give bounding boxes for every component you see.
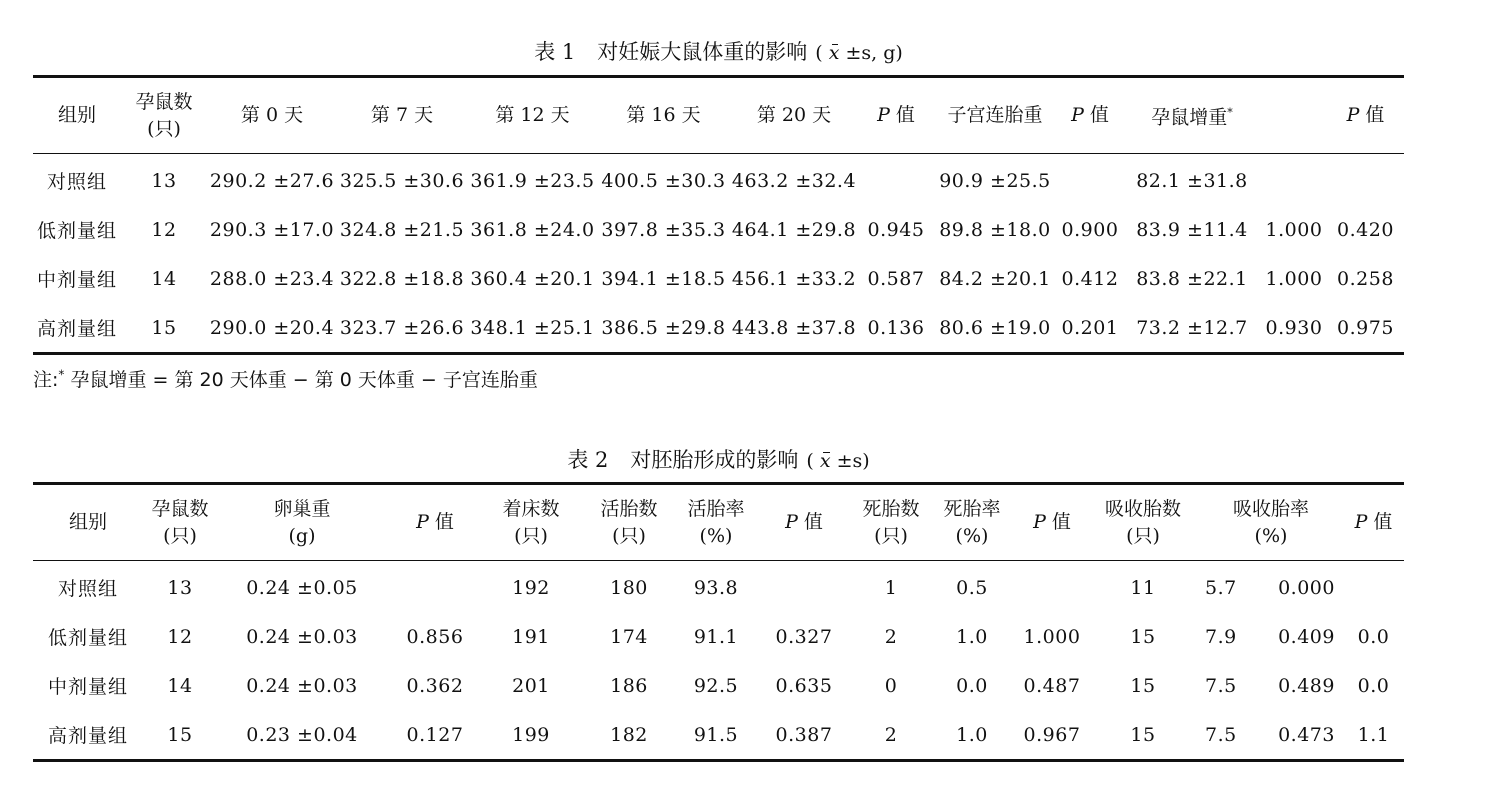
table-cell: 92.5 (693, 674, 739, 697)
table-cell: 0.24 ±0.03 (246, 625, 358, 648)
header-p-value: P 值 (1346, 104, 1385, 126)
table-cell: 443.8 ±37.8 (731, 316, 857, 339)
table-cell: 15 (1130, 674, 1156, 697)
table-cell (753, 561, 855, 613)
table-cell: 80.6 ±19.0 (939, 316, 1051, 339)
table2-caption-text: 对胚胎形成的影响 (630, 448, 799, 472)
table-cell: 0.5 (956, 576, 988, 599)
table-cell: 186 (610, 674, 648, 697)
header-count: 孕鼠数 (只) (135, 90, 193, 140)
group-cell: 对照组 (57, 578, 118, 600)
table-cell: 0.24 ±0.05 (246, 576, 358, 599)
table-cell: 290.2 ±27.6 (209, 169, 335, 192)
table-cell: 12 (151, 218, 177, 241)
table-cell: 323.7 ±26.6 (339, 316, 465, 339)
table2-caption-number: 表 2 (567, 448, 609, 472)
table-cell: 290.0 ±20.4 (209, 316, 335, 339)
table-cell: 325.5 ±30.6 (339, 169, 465, 192)
table-cell: 1.1 (1357, 723, 1390, 746)
table-cell: 0.930 (1265, 316, 1323, 339)
table-cell: 397.8 ±35.3 (601, 218, 726, 241)
table-cell: 7.5 0.473 (1205, 723, 1335, 746)
table-cell: 0.945 (867, 218, 925, 241)
table-cell: 0.136 (867, 316, 925, 339)
group-cell: 低剂量组 (47, 627, 128, 649)
header-day12: 第 12 天 (495, 104, 570, 126)
table-cell: 201 (512, 674, 550, 697)
header-resorbed-fetus: 吸收胎数 (只) (1104, 497, 1181, 547)
table-cell: 13 (167, 576, 193, 599)
table-cell: 0.0 (1357, 674, 1390, 697)
header-live-fetus: 活胎数 (只) (600, 497, 658, 547)
table-cell: 0 (884, 674, 898, 697)
table-cell: 0.327 (775, 625, 833, 648)
table-cell: 0.635 (775, 674, 833, 697)
table-cell: 0.0 (956, 674, 988, 697)
table2 (33, 482, 1404, 762)
table-cell: 14 (167, 674, 193, 697)
group-cell: 高剂量组 (47, 725, 128, 747)
table-cell: 5.7 0.000 (1205, 576, 1335, 599)
table-cell: 1.0 (956, 625, 988, 648)
table1-caption-stat: ( x ±s, g) (815, 42, 903, 64)
header-dead-rate: 死胎率 (%) (943, 497, 1001, 547)
table-row (33, 561, 1404, 613)
table-cell: 2 (884, 625, 898, 648)
header-blank (1261, 77, 1327, 154)
table-cell: 90.9 ±25.5 (939, 169, 1051, 192)
table-cell: 0.127 (406, 723, 464, 746)
table-cell: 290.3 ±17.0 (209, 218, 335, 241)
table-cell: 463.2 ±32.4 (731, 169, 857, 192)
table-cell: 7.9 0.409 (1205, 625, 1335, 648)
table-cell: 191 (512, 625, 550, 648)
group-cell: 高剂量组 (36, 318, 117, 340)
table-cell: 83.9 ±11.4 (1136, 218, 1248, 241)
table1-caption-text: 对妊娠大鼠体重的影响 (597, 40, 808, 64)
table-cell: 14 (151, 267, 177, 290)
table-row (33, 661, 1404, 710)
table2-caption-stat: ( x ±s) (806, 450, 870, 472)
table-cell: 84.2 ±20.1 (939, 267, 1051, 290)
table-cell: 11 (1130, 576, 1156, 599)
table-cell: 180 (610, 576, 648, 599)
table-cell: 361.8 ±24.0 (470, 218, 595, 241)
header-p-value: P 值 (1071, 104, 1109, 126)
header-weight-gain: 孕鼠增重* (1151, 106, 1233, 129)
group-cell: 中剂量组 (36, 269, 117, 291)
header-p-value: P 值 (785, 511, 823, 533)
table-cell (1327, 154, 1404, 206)
table1-caption-number: 表 1 (534, 40, 576, 64)
table-cell: 386.5 ±29.8 (601, 316, 726, 339)
table-cell (1343, 561, 1404, 613)
table-cell: 73.2 ±12.7 (1136, 316, 1248, 339)
header-group: 组别 (68, 511, 107, 533)
table-cell: 83.8 ±22.1 (1136, 267, 1248, 290)
table-cell: 394.1 ±18.5 (601, 267, 726, 290)
group-cell: 对照组 (46, 171, 107, 193)
header-day0: 第 0 天 (240, 104, 304, 126)
header-implantation: 着床数 (只) (502, 497, 560, 547)
table-cell: 0.975 (1337, 316, 1394, 339)
header-resorbed-rate: 吸收胎率 (%) (1232, 497, 1309, 547)
table-cell: 0.487 (1023, 674, 1081, 697)
table-cell: 0.24 ±0.03 (246, 674, 358, 697)
table-row (33, 303, 1404, 354)
table-cell: 0.387 (775, 723, 833, 746)
table-cell: 0.0 (1357, 625, 1390, 648)
table-cell: 464.1 ±29.8 (731, 218, 857, 241)
table-row (33, 254, 1404, 303)
table-cell: 0.420 (1337, 218, 1394, 241)
header-day7: 第 7 天 (370, 104, 434, 126)
table2-header-row (33, 484, 1404, 561)
table-cell: 0.258 (1337, 267, 1394, 290)
table-cell: 1.000 (1265, 218, 1323, 241)
table-cell: 13 (151, 169, 177, 192)
table1-footnote: 注:* 孕鼠增重 = 第 20 天体重 − 第 0 天体重 − 子宫连胎重 (33, 367, 538, 391)
table-cell: 7.5 0.489 (1205, 674, 1335, 697)
table-cell: 288.0 ±23.4 (209, 267, 335, 290)
group-cell: 低剂量组 (36, 220, 117, 242)
table-cell: 1 (884, 576, 898, 599)
table-row (33, 612, 1404, 661)
table-row (33, 154, 1404, 206)
table-row (33, 205, 1404, 254)
table2-caption (0, 444, 1437, 474)
header-day20: 第 20 天 (756, 104, 832, 126)
table-row (33, 710, 1404, 761)
table-cell: 0.23 ±0.04 (246, 723, 358, 746)
table-cell: 0.856 (406, 625, 464, 648)
table-cell (859, 154, 933, 206)
header-ovary-weight: 卵巢重 (g) (273, 497, 331, 547)
table-cell: 0.362 (406, 674, 464, 697)
table-cell: 15 (1130, 723, 1156, 746)
table-cell: 15 (1130, 625, 1156, 648)
header-p-value: P 值 (416, 511, 454, 533)
table-cell: 89.8 ±18.0 (939, 218, 1051, 241)
header-live-rate: 活胎率 (%) (687, 497, 745, 547)
table-cell: 0.412 (1061, 267, 1119, 290)
header-dead-fetus: 死胎数 (只) (862, 497, 920, 547)
table-cell (1057, 154, 1123, 206)
table-cell: 0.201 (1061, 316, 1119, 339)
table-cell (387, 561, 483, 613)
table-cell: 91.5 (693, 723, 739, 746)
table-cell: 174 (610, 625, 648, 648)
table-cell: 0.587 (867, 267, 925, 290)
table-cell: 15 (167, 723, 193, 746)
table-cell: 12 (167, 625, 193, 648)
table-cell (1261, 154, 1327, 206)
table-cell: 91.1 (693, 625, 739, 648)
header-day16: 第 16 天 (626, 104, 701, 126)
table-cell: 15 (151, 316, 177, 339)
table-cell: 0.967 (1023, 723, 1081, 746)
table-cell: 400.5 ±30.3 (601, 169, 726, 192)
table-cell: 456.1 ±33.2 (731, 267, 857, 290)
table1-caption (0, 36, 1437, 66)
table-cell: 322.8 ±18.8 (339, 267, 465, 290)
table-cell: 192 (512, 576, 550, 599)
table-cell: 182 (610, 723, 648, 746)
table-cell: 1.000 (1023, 625, 1081, 648)
header-p-value: P 值 (877, 104, 915, 126)
table-cell: 360.4 ±20.1 (470, 267, 595, 290)
header-uterus-weight: 子宫连胎重 (947, 104, 1043, 126)
table-cell: 1.0 (956, 723, 988, 746)
table-cell (1017, 561, 1087, 613)
table-cell: 348.1 ±25.1 (470, 316, 595, 339)
table-cell: 361.9 ±23.5 (470, 169, 595, 192)
table-cell: 199 (512, 723, 550, 746)
table1-header-row (33, 77, 1404, 154)
table-cell: 0.900 (1061, 218, 1119, 241)
table-cell: 324.8 ±21.5 (339, 218, 465, 241)
table1 (33, 75, 1404, 355)
header-count: 孕鼠数 (只) (151, 497, 209, 547)
header-group: 组别 (57, 104, 96, 126)
table-cell: 93.8 (693, 576, 739, 599)
table-cell: 82.1 ±31.8 (1136, 169, 1248, 192)
header-p-value: P 值 (1354, 511, 1393, 533)
table-cell: 2 (884, 723, 898, 746)
table-cell: 1.000 (1265, 267, 1323, 290)
header-p-value: P 值 (1033, 511, 1071, 533)
group-cell: 中剂量组 (47, 676, 128, 698)
